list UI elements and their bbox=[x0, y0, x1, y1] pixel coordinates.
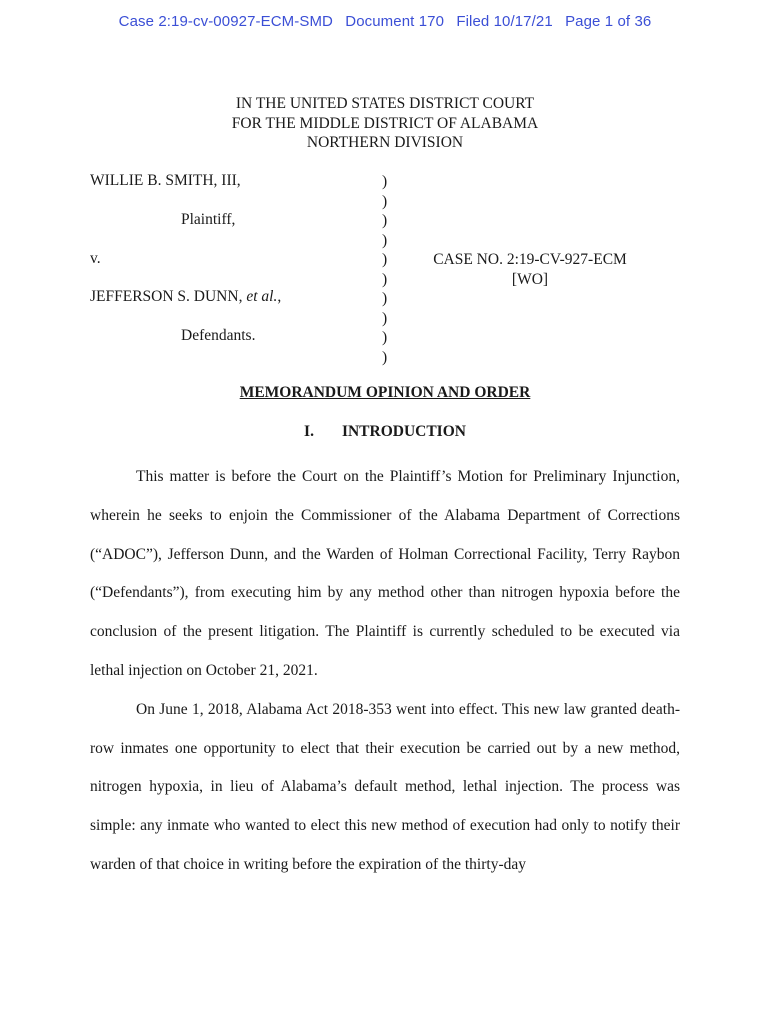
case-number-block bbox=[425, 250, 635, 289]
opinion-body bbox=[90, 458, 680, 885]
section-number: I. bbox=[304, 423, 314, 440]
defendant-name-suffix: , bbox=[277, 288, 282, 305]
paragraph-2: On June 1, 2018, Alabama Act 2018-353 went into effect. This new law granted death-row inmates one opportunity to elect that their execution be carried out by a new method, nitrogen hypoxia, in lieu of Alabama’s default method, lethal injection. The process was simple: any inmate who wanted to elect this new method of execution had only to notify their warden of that choice in writing before the expiration of the thirty-day bbox=[90, 700, 680, 873]
publication-designation: [WO] bbox=[511, 270, 549, 288]
court-line-2: FOR THE MIDDLE DISTRICT OF ALABAMA bbox=[231, 114, 539, 132]
case-caption bbox=[90, 172, 690, 367]
defendant-role: Defendants. bbox=[181, 327, 256, 344]
document-title: MEMORANDUM OPINION AND ORDER bbox=[239, 384, 531, 401]
defendant-name bbox=[90, 288, 281, 306]
court-heading bbox=[0, 94, 770, 153]
versus: v. bbox=[90, 250, 101, 267]
section-heading bbox=[0, 423, 770, 441]
et-al: et al. bbox=[246, 288, 278, 305]
filed-date: Filed 10/17/21 bbox=[456, 13, 553, 30]
plaintiff-name: WILLIE B. SMITH, III, bbox=[90, 172, 241, 189]
document-number: Document 170 bbox=[345, 13, 445, 30]
defendant-name-text: JEFFERSON S. DUNN, bbox=[90, 288, 243, 305]
ecf-header bbox=[0, 13, 770, 30]
court-line-3: NORTHERN DIVISION bbox=[306, 134, 464, 151]
page-indicator: Page 1 of 36 bbox=[565, 13, 652, 30]
section-title: INTRODUCTION bbox=[341, 423, 466, 440]
caption-parentheses: ) ) ) ) ) ) ) ) ) ) bbox=[382, 173, 388, 366]
case-number: CASE NO. 2:19-CV-927-ECM bbox=[433, 251, 627, 268]
plaintiff-role: Plaintiff, bbox=[181, 211, 236, 228]
court-line-1: IN THE UNITED STATES DISTRICT COURT bbox=[235, 95, 535, 112]
case-number-header: Case 2:19-cv-00927-ECM-SMD bbox=[118, 13, 333, 30]
paragraph-1: This matter is before the Court on the Plaintiff’s Motion for Preliminary Injunction, wherein he seeks to enjoin the Commissioner of the Alabama Department of Corrections (“ADOC”), Jefferson Dunn, and the Warden of Holman Correctional Facility, Terry Raybon (“Defendants”), from executing him by any method other than nitrogen hypoxia before the conclusion of the present litigation. The Plaintiff is currently scheduled to be executed via lethal injection on October 21, 2021. bbox=[90, 468, 680, 679]
